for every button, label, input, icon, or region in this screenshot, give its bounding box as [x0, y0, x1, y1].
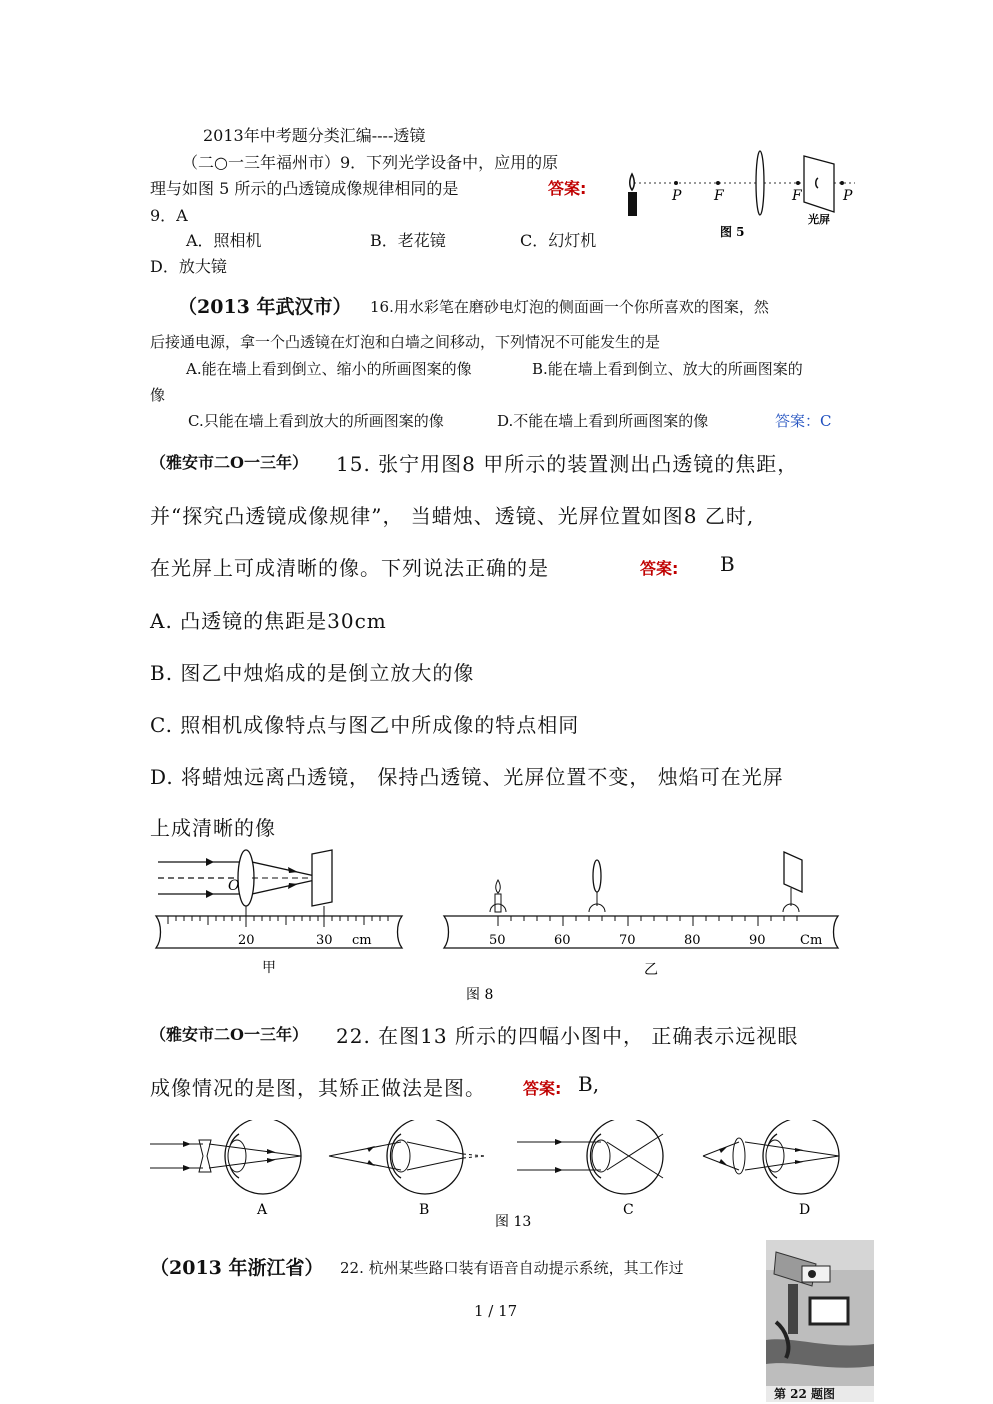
candle-body — [628, 192, 637, 216]
q3-option-c: C. 照相机成像特点与图乙中所成像的特点相同 — [150, 713, 580, 737]
yi-screen — [784, 852, 802, 892]
q2-source: （2013 年武汉市） — [178, 296, 352, 318]
q2-answer: 答案：C — [775, 412, 832, 430]
yi-tick-unit: Cm — [800, 933, 823, 948]
eye-diagram-a — [150, 1120, 301, 1218]
fig13-caption: 图 13 — [495, 1214, 532, 1230]
figure-8-jia — [156, 850, 402, 976]
eye-diagram-d — [703, 1120, 839, 1218]
document-title: 2013年中考题分类汇编----透镜 — [203, 126, 426, 145]
q4-source: （雅安市二O一三年） — [150, 1025, 308, 1044]
q1-line2: 理与如图 5 所示的凸透镜成像规律相同的是 — [150, 179, 459, 198]
q1-answer-line: 9．A — [150, 206, 188, 225]
q2-line1: 16.用水彩笔在磨砂电灯泡的侧面画一个你所喜欢的图案，然 — [370, 298, 769, 316]
q4-line1: 22. 在图13 所示的四幅小图中， 正确表示远视眼 — [336, 1024, 799, 1048]
q1-option-b: B．老花镜 — [370, 231, 446, 250]
fig5-label-p1: P — [672, 188, 682, 204]
q3-line2: 并“探究凸透镜成像规律”， 当蜡烛、透镜、光屏位置如图8 乙时, — [150, 504, 755, 528]
fig5-caption: 图 5 — [720, 225, 745, 239]
yi-candle — [495, 894, 501, 912]
yi-tick-60: 60 — [554, 933, 571, 948]
q2-line2: 后接通电源，拿一个凸透镜在灯泡和白墙之间移动，下列情况不可能发生的是 — [150, 333, 661, 351]
jia-tick-30: 30 — [316, 933, 333, 948]
photo-caption: 第 22 题图 — [774, 1387, 836, 1401]
q3-option-a: A. 凸透镜的焦距是30cm — [150, 609, 387, 633]
yi-tick-50: 50 — [489, 933, 506, 948]
q1-line1: （二○一三年福州市）9．下列光学设备中，应用的原 — [182, 153, 559, 172]
q3-answer-value: B — [720, 552, 735, 576]
q3-answer-label: 答案: — [640, 559, 679, 578]
jia-screen — [312, 850, 332, 906]
q3-source: （雅安市二O一三年） — [150, 453, 308, 472]
q1-option-d: D．放大镜 — [150, 257, 227, 276]
q2-option-b-cont: 像 — [150, 386, 166, 404]
jia-tick-20: 20 — [238, 933, 255, 948]
figure-13 — [145, 1120, 850, 1235]
camera-photo — [766, 1240, 874, 1402]
eye-d-label: D — [799, 1202, 811, 1218]
candle-flame — [630, 174, 635, 190]
yi-lens — [593, 860, 601, 892]
q2-option-d: D.不能在墙上看到所画图案的像 — [497, 412, 709, 430]
q3-line3: 在光屏上可成清晰的像。下列说法正确的是 — [150, 556, 549, 580]
light-screen — [804, 156, 834, 212]
eye-b-label: B — [419, 1202, 430, 1218]
fig5-screen-label: 光屏 — [808, 213, 830, 226]
eye-diagram-c — [517, 1120, 663, 1218]
yi-tick-90: 90 — [749, 933, 766, 948]
q1-option-a: A．照相机 — [186, 231, 262, 250]
q3-line1: 15. 张宁用图8 甲所示的装置测出凸透镜的焦距， — [336, 452, 799, 476]
yi-label: 乙 — [644, 962, 658, 978]
jia-lens-label: O — [228, 878, 240, 894]
yi-tick-80: 80 — [684, 933, 701, 948]
figure-5 — [620, 150, 860, 245]
q4-answer-value: B, — [578, 1072, 600, 1096]
eye-a-label: A — [257, 1202, 268, 1218]
eye-c-label: C — [623, 1202, 634, 1218]
q5-line1: 22. 杭州某些路口装有语音自动提示系统，其工作过 — [340, 1259, 684, 1277]
q2-option-a: A.能在墙上看到倒立、缩小的所画图案的像 — [186, 360, 472, 378]
q3-option-d-cont: 上成清晰的像 — [150, 816, 276, 840]
figure-8-yi — [444, 852, 838, 978]
page-number: 1 / 17 — [474, 1302, 518, 1320]
q5-source: （2013 年浙江省） — [150, 1257, 324, 1279]
convex-lens — [756, 151, 764, 215]
fig8-caption: 图 8 — [466, 987, 494, 1003]
q4-line2: 成像情况的是图，其矫正做法是图。 — [150, 1076, 486, 1100]
q1-answer-label: 答案: — [548, 179, 587, 198]
figure-8 — [148, 848, 848, 1008]
eye-diagram-b — [329, 1120, 485, 1218]
fig5-label-f2: F — [792, 188, 802, 204]
jia-label: 甲 — [262, 960, 276, 976]
jia-tick-unit: cm — [352, 933, 372, 948]
q3-option-d: D. 将蜡烛远离凸透镜， 保持凸透镜、光屏位置不变， 烛焰可在光屏 — [150, 765, 784, 789]
q3-option-b: B. 图乙中烛焰成的是倒立放大的像 — [150, 661, 475, 685]
q2-option-b: B.能在墙上看到倒立、放大的所画图案的 — [532, 360, 803, 378]
q2-option-c: C.只能在墙上看到放大的所画图案的像 — [188, 412, 444, 430]
yi-tick-70: 70 — [619, 933, 636, 948]
fig5-label-f1: F — [714, 188, 724, 204]
fig5-label-p2: P — [843, 188, 853, 204]
jia-lens — [238, 850, 254, 906]
q4-answer-label: 答案: — [523, 1079, 562, 1098]
q1-option-c: C．幻灯机 — [520, 231, 597, 250]
